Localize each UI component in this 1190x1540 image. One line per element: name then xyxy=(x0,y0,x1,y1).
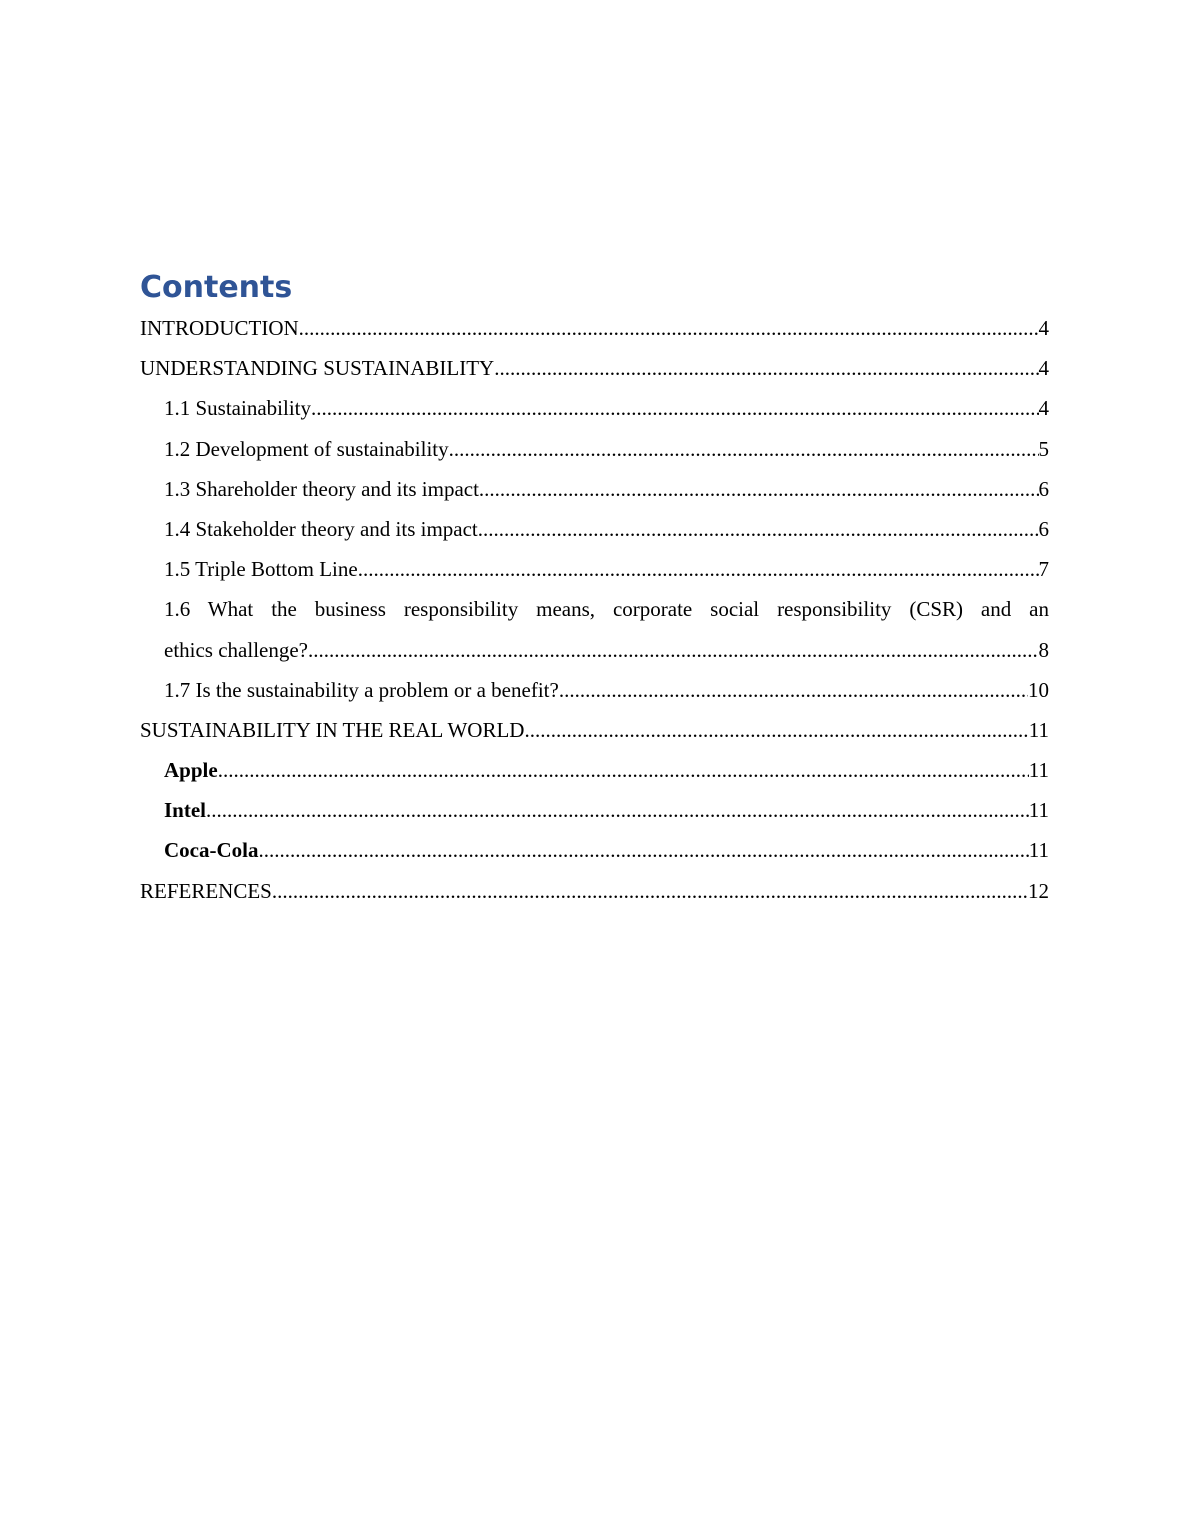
toc-entry-text: 1.2 Development of sustainability xyxy=(164,436,449,461)
toc-entry-text: REFERENCES xyxy=(140,878,272,903)
toc-entry-intel[interactable] xyxy=(140,790,1049,830)
toc-entry-text-line1: 1.6 What the business responsibility means, corporate social responsibility (CSR) and an xyxy=(164,597,1049,622)
toc-leader-dots xyxy=(494,348,1038,388)
toc-leader-dots xyxy=(206,790,1029,830)
toc-title: Contents xyxy=(140,270,293,305)
toc-leader-dots xyxy=(299,308,1039,348)
toc-page-number: 11 xyxy=(1028,798,1049,823)
toc-entry-text: INTRODUCTION xyxy=(140,316,299,340)
toc-leader-dots xyxy=(218,750,1029,790)
toc-entry-text: SUSTAINABILITY IN THE REAL WORLD xyxy=(140,717,525,742)
toc-page-number: 7 xyxy=(1038,557,1049,582)
toc-leader-dots xyxy=(479,469,1039,509)
toc-entry-text: 1.7 Is the sustainability a problem or a benefit? xyxy=(164,677,559,702)
toc-page-number: 11 xyxy=(1028,717,1049,742)
toc-entry-introduction[interactable] xyxy=(140,308,1049,348)
toc-entry-text: UNDERSTANDING SUSTAINABILITY xyxy=(140,356,495,381)
toc-entry-understanding-sustainability[interactable] xyxy=(140,348,1049,388)
toc-entry-sustainability-real-world[interactable] xyxy=(140,710,1049,750)
toc-entry-triple-bottom-line[interactable] xyxy=(140,549,1049,589)
toc-page-number: 6 xyxy=(1038,516,1049,541)
toc-entry-coca-cola[interactable] xyxy=(140,830,1049,870)
toc-page-number: 8 xyxy=(1038,637,1049,662)
toc-entry-shareholder-theory[interactable] xyxy=(140,469,1049,509)
toc-entry-text: Coca-Cola xyxy=(164,838,259,863)
toc-entry-text-line2: ethics challenge? xyxy=(164,637,309,662)
toc-page-number: 4 xyxy=(1038,396,1049,421)
toc-page-number: 6 xyxy=(1038,476,1049,501)
toc-page-number: 5 xyxy=(1038,436,1049,461)
toc-list xyxy=(140,308,1049,911)
toc-entry-last-line xyxy=(164,630,1049,670)
toc-entry-text: 1.5 Triple Bottom Line xyxy=(164,557,358,582)
toc-page-number: 11 xyxy=(1028,838,1049,863)
toc-page-number: 4 xyxy=(1038,316,1049,340)
toc-entry-sustainability[interactable] xyxy=(140,388,1049,428)
toc-leader-dots xyxy=(524,710,1028,750)
toc-entry-development-of-sustainability[interactable] xyxy=(140,429,1049,469)
toc-entry-text: 1.1 Sustainability xyxy=(164,396,311,421)
toc-leader-dots xyxy=(559,670,1028,710)
toc-entry-references[interactable] xyxy=(140,871,1049,911)
toc-leader-dots xyxy=(308,630,1038,670)
toc-page-number: 10 xyxy=(1028,677,1049,702)
toc-entry-text: 1.3 Shareholder theory and its impact xyxy=(164,476,479,501)
toc-entry-stakeholder-theory[interactable] xyxy=(140,509,1049,549)
toc-entry-problem-or-benefit[interactable] xyxy=(140,670,1049,710)
toc-page-number: 4 xyxy=(1038,356,1049,381)
toc-entry-text: Apple xyxy=(164,758,218,783)
toc-leader-dots xyxy=(478,509,1039,549)
table-of-contents xyxy=(140,268,1049,911)
toc-entry-text: Intel xyxy=(164,798,206,823)
toc-leader-dots xyxy=(311,388,1039,428)
toc-leader-dots xyxy=(358,549,1039,589)
toc-leader-dots xyxy=(258,830,1028,870)
toc-entry-text: 1.4 Stakeholder theory and its impact xyxy=(164,516,478,541)
toc-entry-business-responsibility-csr[interactable] xyxy=(140,589,1049,669)
toc-page-number: 11 xyxy=(1028,758,1049,783)
toc-leader-dots xyxy=(272,871,1028,911)
toc-page-number: 12 xyxy=(1028,878,1049,903)
toc-entry-apple[interactable] xyxy=(140,750,1049,790)
toc-leader-dots xyxy=(449,429,1039,469)
